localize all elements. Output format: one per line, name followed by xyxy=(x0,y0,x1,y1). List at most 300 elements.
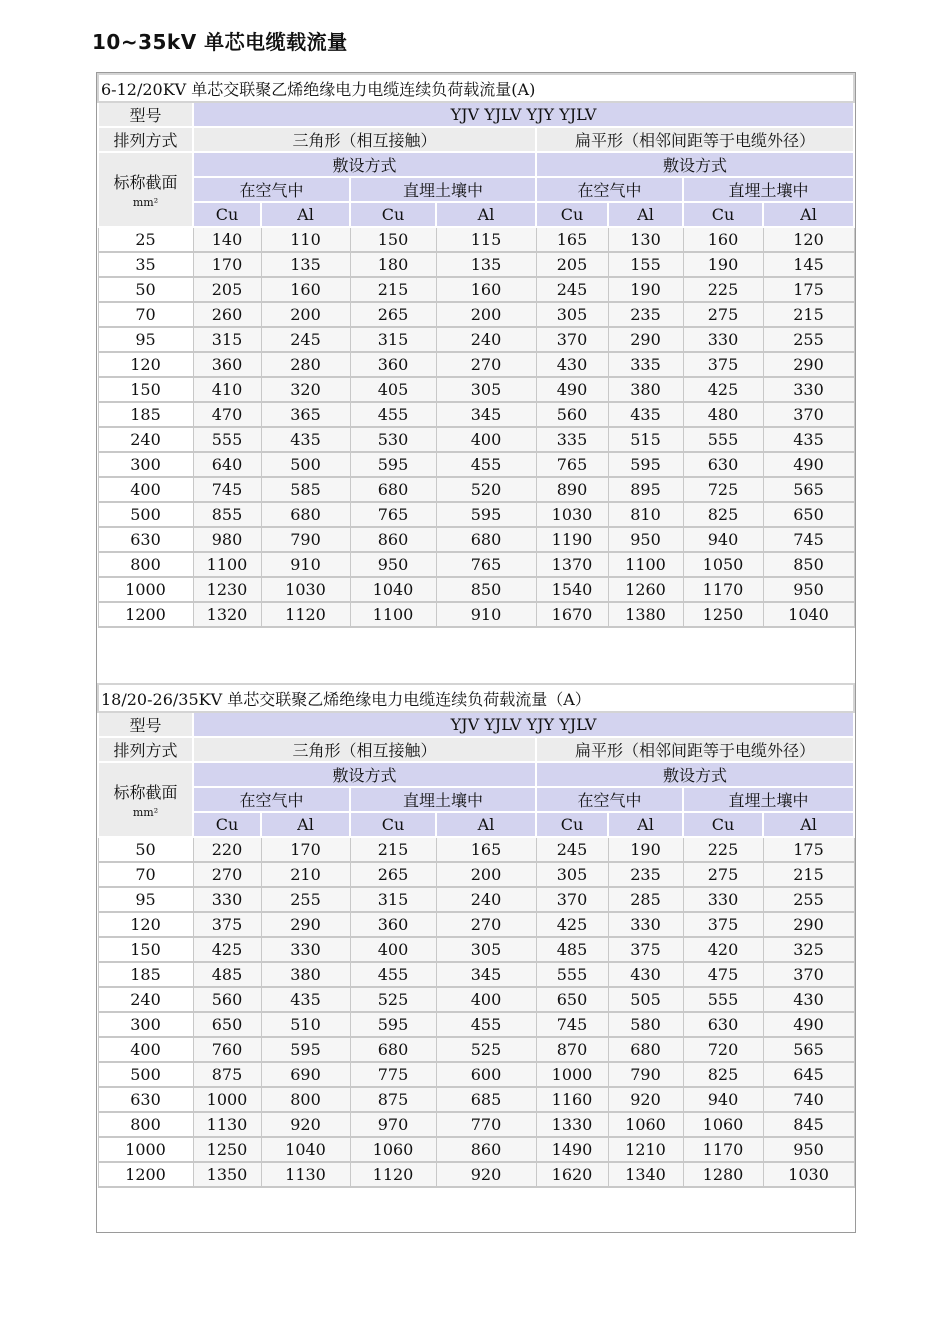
metal-header-al: Al xyxy=(436,202,536,227)
section-cell: 400 xyxy=(98,1037,193,1062)
section-label: 标称截面 xyxy=(113,173,178,192)
ampacity-cell: 470 xyxy=(193,402,261,427)
ampacity-cell: 410 xyxy=(193,377,261,402)
table-row xyxy=(98,862,854,887)
table-row xyxy=(98,962,854,987)
section-label: 标称截面 xyxy=(113,783,178,802)
ampacity-cell: 520 xyxy=(436,477,536,502)
ampacity-cell: 330 xyxy=(193,887,261,912)
table-row xyxy=(98,937,854,962)
table-row xyxy=(98,602,854,627)
ampacity-cell: 1190 xyxy=(536,527,608,552)
ampacity-cell: 305 xyxy=(436,377,536,402)
metal-header-cu: Cu xyxy=(193,202,261,227)
ampacity-cell: 260 xyxy=(193,302,261,327)
ampacity-cell: 345 xyxy=(436,402,536,427)
ampacity-cell: 870 xyxy=(536,1037,608,1062)
laying-method-triangle: 敷设方式 xyxy=(193,152,536,177)
section-cell: 1200 xyxy=(98,1162,193,1187)
ampacity-cell: 1040 xyxy=(763,602,854,627)
ampacity-cell: 790 xyxy=(608,1062,683,1087)
ampacity-cell: 490 xyxy=(763,1012,854,1037)
ampacity-cell: 860 xyxy=(350,527,436,552)
ampacity-cell: 200 xyxy=(436,862,536,887)
table-row xyxy=(98,502,854,527)
ampacity-cell: 980 xyxy=(193,527,261,552)
ampacity-cell: 215 xyxy=(350,277,436,302)
ampacity-cell: 650 xyxy=(763,502,854,527)
ampacity-cell: 680 xyxy=(608,1037,683,1062)
section-cell: 50 xyxy=(98,277,193,302)
ampacity-cell: 160 xyxy=(261,277,350,302)
ampacity-cell: 285 xyxy=(608,887,683,912)
metal-header-al: Al xyxy=(261,812,350,837)
ampacity-cell: 375 xyxy=(193,912,261,937)
in-soil-triangle: 直埋土壤中 xyxy=(350,787,536,812)
section-cell: 800 xyxy=(98,552,193,577)
ampacity-cell: 155 xyxy=(608,252,683,277)
ampacity-cell: 765 xyxy=(350,502,436,527)
ampacity-cell: 1040 xyxy=(350,577,436,602)
section-cell: 120 xyxy=(98,912,193,937)
ampacity-cell: 400 xyxy=(350,937,436,962)
ampacity-cell: 500 xyxy=(261,452,350,477)
ampacity-cell: 825 xyxy=(683,502,763,527)
ampacity-cell: 910 xyxy=(261,552,350,577)
in-air-flat: 在空气中 xyxy=(536,787,683,812)
ampacity-cell: 435 xyxy=(261,427,350,452)
table-row xyxy=(98,1062,854,1087)
ampacity-cell: 335 xyxy=(536,427,608,452)
ampacity-cell: 1330 xyxy=(536,1112,608,1137)
ampacity-cell: 940 xyxy=(683,527,763,552)
ampacity-cell: 435 xyxy=(261,987,350,1012)
ampacity-cell: 505 xyxy=(608,987,683,1012)
ampacity-cell: 160 xyxy=(436,277,536,302)
ampacity-cell: 150 xyxy=(350,227,436,252)
ampacity-cell: 455 xyxy=(350,962,436,987)
table-row xyxy=(98,327,854,352)
ampacity-cell: 455 xyxy=(350,402,436,427)
ampacity-cell: 860 xyxy=(436,1137,536,1162)
in-air-triangle: 在空气中 xyxy=(193,787,350,812)
ampacity-cell: 1490 xyxy=(536,1137,608,1162)
ampacity-cell: 1100 xyxy=(350,602,436,627)
section-cell: 70 xyxy=(98,302,193,327)
table-row xyxy=(98,227,854,252)
ampacity-table-20kv xyxy=(97,73,855,628)
ampacity-cell: 485 xyxy=(536,937,608,962)
ampacity-cell: 950 xyxy=(763,1137,854,1162)
metal-header-al: Al xyxy=(608,812,683,837)
ampacity-cell: 240 xyxy=(436,887,536,912)
ampacity-cell: 425 xyxy=(536,912,608,937)
ampacity-cell: 280 xyxy=(261,352,350,377)
ampacity-cell: 650 xyxy=(193,1012,261,1037)
section-cell: 240 xyxy=(98,427,193,452)
ampacity-cell: 360 xyxy=(350,912,436,937)
ampacity-cell: 405 xyxy=(350,377,436,402)
ampacity-cell: 245 xyxy=(536,277,608,302)
ampacity-cell: 115 xyxy=(436,227,536,252)
ampacity-cell: 190 xyxy=(608,837,683,862)
ampacity-cell: 600 xyxy=(436,1062,536,1087)
ampacity-cell: 1370 xyxy=(536,552,608,577)
ampacity-cell: 455 xyxy=(436,1012,536,1037)
section-header xyxy=(98,762,193,837)
section-cell: 1000 xyxy=(98,577,193,602)
laying-method-triangle: 敷设方式 xyxy=(193,762,536,787)
ampacity-cell: 245 xyxy=(536,837,608,862)
ampacity-cell: 1060 xyxy=(608,1112,683,1137)
ampacity-cell: 1030 xyxy=(763,1162,854,1187)
ampacity-cell: 370 xyxy=(763,402,854,427)
ampacity-cell: 315 xyxy=(350,887,436,912)
ampacity-cell: 270 xyxy=(436,912,536,937)
table-row xyxy=(98,887,854,912)
ampacity-cell: 555 xyxy=(536,962,608,987)
ampacity-cell: 135 xyxy=(261,252,350,277)
ampacity-cell: 270 xyxy=(193,862,261,887)
ampacity-cell: 565 xyxy=(763,1037,854,1062)
ampacity-cell: 950 xyxy=(608,527,683,552)
ampacity-cell: 1620 xyxy=(536,1162,608,1187)
ampacity-cell: 1050 xyxy=(683,552,763,577)
section-cell: 800 xyxy=(98,1112,193,1137)
table-row xyxy=(98,277,854,302)
section-cell: 500 xyxy=(98,1062,193,1087)
metal-header-al: Al xyxy=(261,202,350,227)
ampacity-cell: 920 xyxy=(436,1162,536,1187)
ampacity-cell: 595 xyxy=(261,1037,350,1062)
ampacity-cell: 595 xyxy=(350,1012,436,1037)
ampacity-cell: 765 xyxy=(436,552,536,577)
ampacity-cell: 1170 xyxy=(683,577,763,602)
table-row xyxy=(98,1012,854,1037)
ampacity-cell: 290 xyxy=(763,352,854,377)
arrangement-triangle: 三角形（相互接触） xyxy=(193,737,536,762)
ampacity-cell: 510 xyxy=(261,1012,350,1037)
table-row xyxy=(98,837,854,862)
table-row xyxy=(98,987,854,1012)
ampacity-cell: 555 xyxy=(193,427,261,452)
ampacity-cell: 1000 xyxy=(536,1062,608,1087)
ampacity-cell: 580 xyxy=(608,1012,683,1037)
ampacity-cell: 1100 xyxy=(608,552,683,577)
table-row xyxy=(98,527,854,552)
ampacity-cell: 165 xyxy=(436,837,536,862)
ampacity-cell: 530 xyxy=(350,427,436,452)
ampacity-cell: 920 xyxy=(261,1112,350,1137)
ampacity-cell: 325 xyxy=(763,937,854,962)
ampacity-cell: 810 xyxy=(608,502,683,527)
ampacity-table-35kv xyxy=(97,683,855,1188)
ampacity-cell: 745 xyxy=(763,527,854,552)
laying-method-flat: 敷设方式 xyxy=(536,762,854,787)
ampacity-cell: 360 xyxy=(350,352,436,377)
section-cell: 300 xyxy=(98,452,193,477)
ampacity-cell: 225 xyxy=(683,837,763,862)
ampacity-cell: 435 xyxy=(763,427,854,452)
ampacity-cell: 190 xyxy=(683,252,763,277)
ampacity-cell: 595 xyxy=(436,502,536,527)
ampacity-cell: 240 xyxy=(436,327,536,352)
ampacity-cell: 375 xyxy=(683,352,763,377)
ampacity-cell: 275 xyxy=(683,302,763,327)
ampacity-cell: 175 xyxy=(763,837,854,862)
ampacity-cell: 265 xyxy=(350,862,436,887)
ampacity-cell: 525 xyxy=(436,1037,536,1062)
ampacity-cell: 1250 xyxy=(193,1137,261,1162)
ampacity-cell: 215 xyxy=(763,862,854,887)
ampacity-cell: 1000 xyxy=(193,1087,261,1112)
ampacity-cell: 320 xyxy=(261,377,350,402)
ampacity-cell: 485 xyxy=(193,962,261,987)
ampacity-cell: 435 xyxy=(608,402,683,427)
ampacity-cell: 640 xyxy=(193,452,261,477)
metal-header-cu: Cu xyxy=(350,812,436,837)
ampacity-cell: 235 xyxy=(608,302,683,327)
ampacity-cell: 400 xyxy=(436,987,536,1012)
ampacity-cell: 225 xyxy=(683,277,763,302)
metal-header-al: Al xyxy=(763,202,854,227)
ampacity-cell: 330 xyxy=(261,937,350,962)
ampacity-cell: 645 xyxy=(763,1062,854,1087)
ampacity-cell: 630 xyxy=(683,1012,763,1037)
ampacity-cell: 215 xyxy=(350,837,436,862)
ampacity-cell: 680 xyxy=(350,477,436,502)
ampacity-cell: 555 xyxy=(683,987,763,1012)
ampacity-cell: 135 xyxy=(436,252,536,277)
ampacity-cell: 255 xyxy=(763,887,854,912)
type-value: YJV YJLV YJY YJLV xyxy=(193,712,854,737)
ampacity-cell: 170 xyxy=(193,252,261,277)
in-soil-flat: 直埋土壤中 xyxy=(683,787,854,812)
ampacity-cell: 1250 xyxy=(683,602,763,627)
ampacity-cell: 490 xyxy=(536,377,608,402)
ampacity-cell: 345 xyxy=(436,962,536,987)
metal-header-cu: Cu xyxy=(536,812,608,837)
ampacity-cell: 555 xyxy=(683,427,763,452)
section-cell: 35 xyxy=(98,252,193,277)
section-unit: mm² xyxy=(132,196,159,209)
ampacity-cell: 480 xyxy=(683,402,763,427)
ampacity-cell: 1280 xyxy=(683,1162,763,1187)
page-title: 10~35kV 单芯电缆载流量 xyxy=(92,30,348,54)
ampacity-cell: 775 xyxy=(350,1062,436,1087)
arrangement-label: 排列方式 xyxy=(98,127,193,152)
ampacity-cell: 375 xyxy=(608,937,683,962)
ampacity-cell: 650 xyxy=(536,987,608,1012)
ampacity-cell: 950 xyxy=(763,577,854,602)
ampacity-cell: 160 xyxy=(683,227,763,252)
section-cell: 300 xyxy=(98,1012,193,1037)
ampacity-cell: 515 xyxy=(608,427,683,452)
ampacity-cell: 680 xyxy=(261,502,350,527)
arrangement-triangle: 三角形（相互接触） xyxy=(193,127,536,152)
ampacity-cell: 305 xyxy=(536,862,608,887)
ampacity-cell: 200 xyxy=(436,302,536,327)
ampacity-cell: 740 xyxy=(763,1087,854,1112)
ampacity-cell: 215 xyxy=(763,302,854,327)
ampacity-cell: 745 xyxy=(536,1012,608,1037)
section-cell: 240 xyxy=(98,987,193,1012)
section-cell: 630 xyxy=(98,527,193,552)
ampacity-cell: 330 xyxy=(608,912,683,937)
ampacity-cell: 475 xyxy=(683,962,763,987)
ampacity-cell: 970 xyxy=(350,1112,436,1137)
ampacity-cell: 455 xyxy=(436,452,536,477)
ampacity-cell: 1230 xyxy=(193,577,261,602)
ampacity-cell: 1060 xyxy=(683,1112,763,1137)
ampacity-cell: 420 xyxy=(683,937,763,962)
ampacity-cell: 290 xyxy=(261,912,350,937)
ampacity-cell: 725 xyxy=(683,477,763,502)
ampacity-cell: 1130 xyxy=(261,1162,350,1187)
ampacity-cell: 370 xyxy=(763,962,854,987)
ampacity-cell: 180 xyxy=(350,252,436,277)
ampacity-cell: 895 xyxy=(608,477,683,502)
ampacity-cell: 565 xyxy=(763,477,854,502)
ampacity-cell: 120 xyxy=(763,227,854,252)
metal-header-cu: Cu xyxy=(193,812,261,837)
ampacity-cell: 1340 xyxy=(608,1162,683,1187)
ampacity-cell: 850 xyxy=(436,577,536,602)
section-cell: 1000 xyxy=(98,1137,193,1162)
table-row xyxy=(98,1037,854,1062)
arrangement-flat: 扁平形（相邻间距等于电缆外径） xyxy=(536,127,854,152)
ampacity-cell: 205 xyxy=(193,277,261,302)
laying-method-flat: 敷设方式 xyxy=(536,152,854,177)
ampacity-cell: 190 xyxy=(608,277,683,302)
ampacity-cell: 1120 xyxy=(261,602,350,627)
table-row xyxy=(98,577,854,602)
section-cell: 185 xyxy=(98,962,193,987)
ampacity-cell: 760 xyxy=(193,1037,261,1062)
ampacity-cell: 1030 xyxy=(261,577,350,602)
ampacity-cell: 1100 xyxy=(193,552,261,577)
ampacity-cell: 210 xyxy=(261,862,350,887)
ampacity-cell: 165 xyxy=(536,227,608,252)
metal-header-cu: Cu xyxy=(350,202,436,227)
table-row xyxy=(98,452,854,477)
section-cell: 50 xyxy=(98,837,193,862)
ampacity-cell: 430 xyxy=(536,352,608,377)
metal-header-cu: Cu xyxy=(683,202,763,227)
ampacity-cell: 245 xyxy=(261,327,350,352)
ampacity-cell: 630 xyxy=(683,452,763,477)
table-title: 18/20-26/35KV 单芯交联聚乙烯绝缘电力电缆连续负荷载流量（A） xyxy=(98,684,854,712)
table-row xyxy=(98,1162,854,1187)
ampacity-cell: 200 xyxy=(261,302,350,327)
ampacity-cell: 170 xyxy=(261,837,350,862)
ampacity-cell: 765 xyxy=(536,452,608,477)
table-row xyxy=(98,1137,854,1162)
ampacity-cell: 425 xyxy=(193,937,261,962)
ampacity-cell: 1160 xyxy=(536,1087,608,1112)
table-row xyxy=(98,352,854,377)
ampacity-cell: 595 xyxy=(608,452,683,477)
ampacity-cell: 825 xyxy=(683,1062,763,1087)
ampacity-cell: 375 xyxy=(683,912,763,937)
ampacity-cell: 560 xyxy=(193,987,261,1012)
section-unit: mm² xyxy=(132,806,159,819)
ampacity-cell: 1060 xyxy=(350,1137,436,1162)
ampacity-cell: 1030 xyxy=(536,502,608,527)
ampacity-cell: 1540 xyxy=(536,577,608,602)
ampacity-cell: 875 xyxy=(193,1062,261,1087)
metal-header-al: Al xyxy=(763,812,854,837)
ampacity-cell: 330 xyxy=(763,377,854,402)
section-cell: 95 xyxy=(98,887,193,912)
ampacity-cell: 1040 xyxy=(261,1137,350,1162)
section-cell: 25 xyxy=(98,227,193,252)
ampacity-cell: 370 xyxy=(536,887,608,912)
section-cell: 630 xyxy=(98,1087,193,1112)
table-row xyxy=(98,552,854,577)
ampacity-cell: 1120 xyxy=(350,1162,436,1187)
table-row xyxy=(98,377,854,402)
ampacity-cell: 585 xyxy=(261,477,350,502)
in-soil-flat: 直埋土壤中 xyxy=(683,177,854,202)
metal-header-cu: Cu xyxy=(536,202,608,227)
arrangement-label: 排列方式 xyxy=(98,737,193,762)
type-value: YJV YJLV YJY YJLV xyxy=(193,102,854,127)
ampacity-cell: 255 xyxy=(261,887,350,912)
section-cell: 150 xyxy=(98,377,193,402)
ampacity-cell: 875 xyxy=(350,1087,436,1112)
metal-header-cu: Cu xyxy=(683,812,763,837)
ampacity-cell: 140 xyxy=(193,227,261,252)
table-row xyxy=(98,477,854,502)
ampacity-cell: 1350 xyxy=(193,1162,261,1187)
in-soil-triangle: 直埋土壤中 xyxy=(350,177,536,202)
section-cell: 400 xyxy=(98,477,193,502)
ampacity-cell: 430 xyxy=(763,987,854,1012)
ampacity-cell: 850 xyxy=(763,552,854,577)
ampacity-cell: 1670 xyxy=(536,602,608,627)
ampacity-cell: 315 xyxy=(193,327,261,352)
ampacity-cell: 1210 xyxy=(608,1137,683,1162)
ampacity-cell: 335 xyxy=(608,352,683,377)
ampacity-cell: 845 xyxy=(763,1112,854,1137)
ampacity-cell: 370 xyxy=(536,327,608,352)
metal-header-al: Al xyxy=(608,202,683,227)
ampacity-cell: 380 xyxy=(608,377,683,402)
section-cell: 185 xyxy=(98,402,193,427)
ampacity-cell: 790 xyxy=(261,527,350,552)
ampacity-cell: 525 xyxy=(350,987,436,1012)
ampacity-cell: 330 xyxy=(683,327,763,352)
section-cell: 120 xyxy=(98,352,193,377)
table-title: 6-12/20KV 单芯交联聚乙烯绝缘电力电缆连续负荷载流量(A) xyxy=(98,74,854,102)
table-row xyxy=(98,402,854,427)
ampacity-cell: 290 xyxy=(608,327,683,352)
ampacity-cell: 255 xyxy=(763,327,854,352)
ampacity-cell: 685 xyxy=(436,1087,536,1112)
table-row xyxy=(98,912,854,937)
ampacity-cell: 430 xyxy=(608,962,683,987)
ampacity-cell: 490 xyxy=(763,452,854,477)
in-air-triangle: 在空气中 xyxy=(193,177,350,202)
ampacity-cell: 400 xyxy=(436,427,536,452)
ampacity-cell: 220 xyxy=(193,837,261,862)
ampacity-cell: 315 xyxy=(350,327,436,352)
ampacity-cell: 560 xyxy=(536,402,608,427)
section-cell: 500 xyxy=(98,502,193,527)
ampacity-cell: 720 xyxy=(683,1037,763,1062)
section-cell: 95 xyxy=(98,327,193,352)
